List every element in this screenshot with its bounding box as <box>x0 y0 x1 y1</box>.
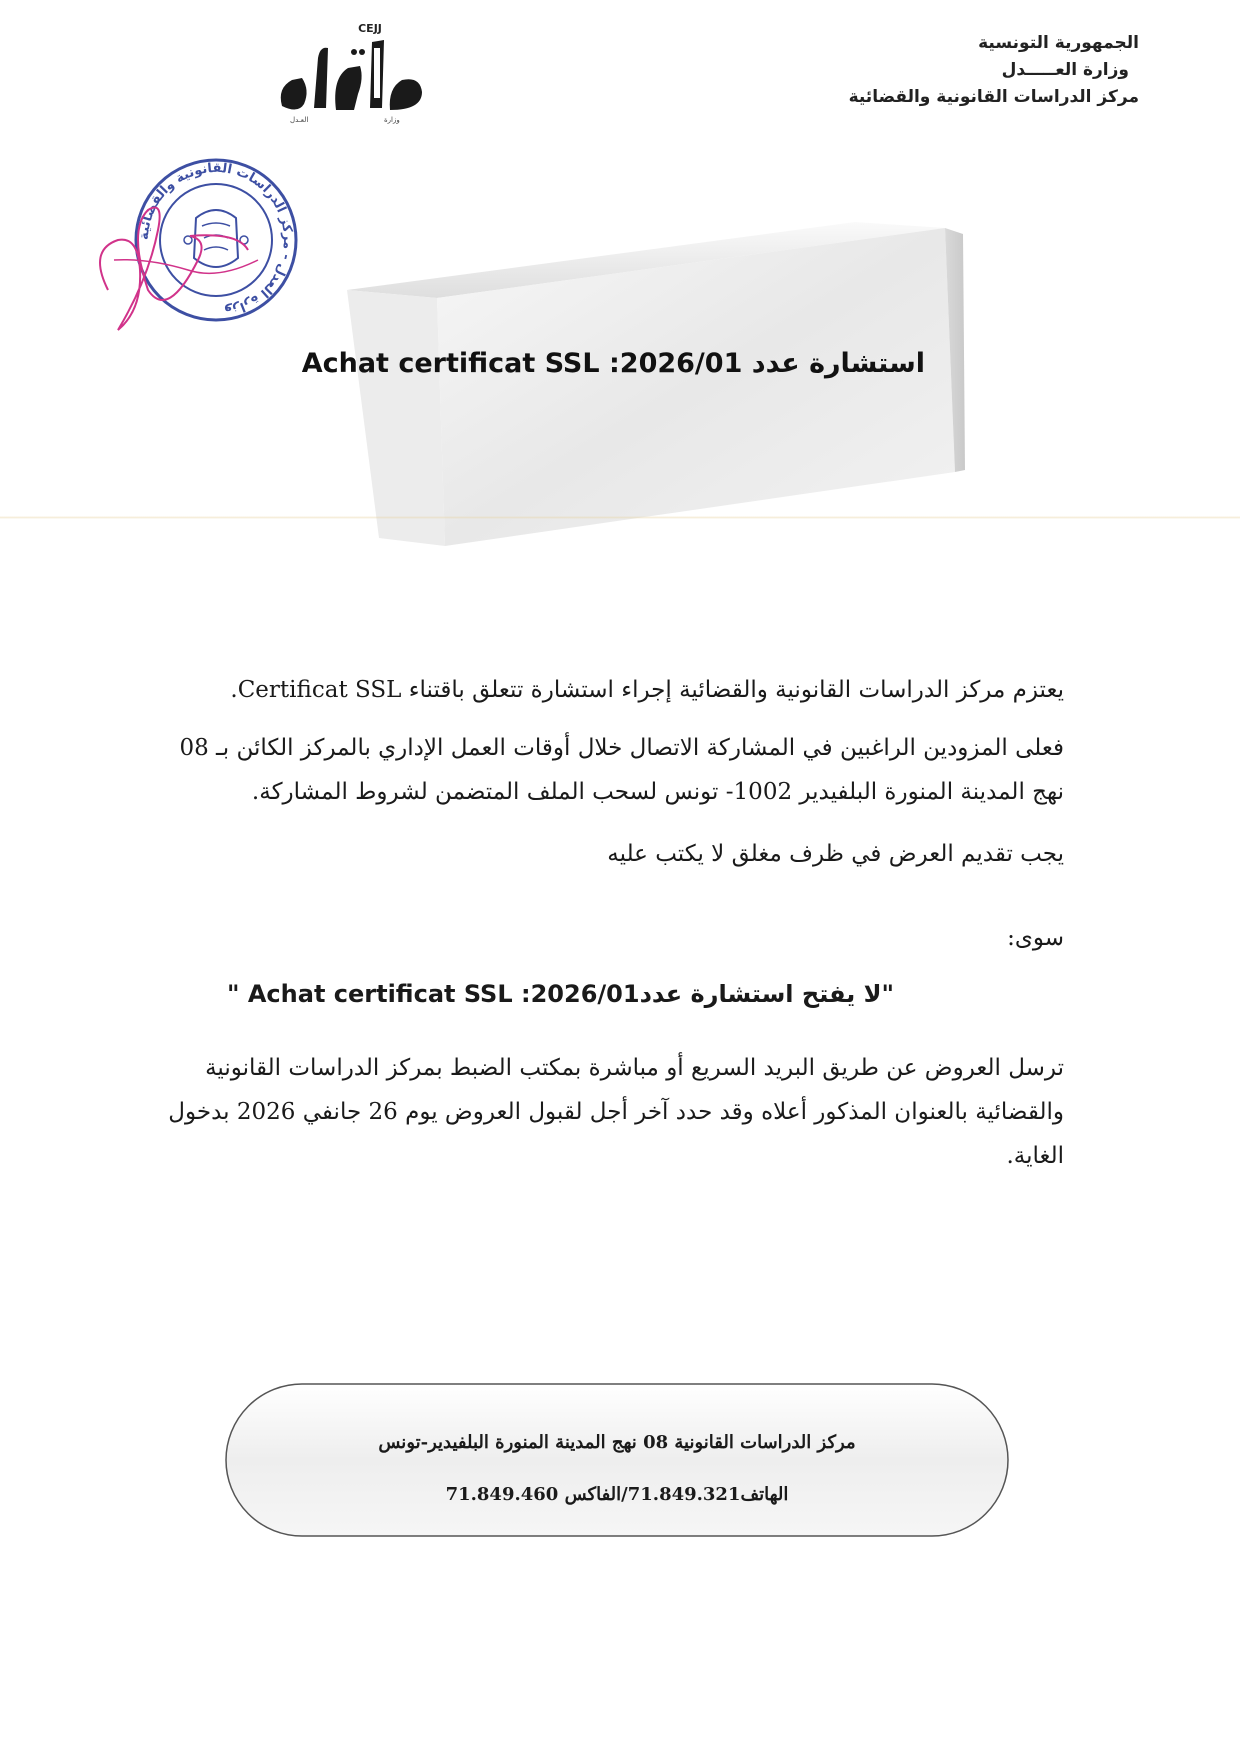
paragraph-intro: يعتزم مركز الدراسات القانونية والقضائية إجراء استشارة تتعلق باقتناء Certificat SSL. <box>230 677 1064 703</box>
envelope-mention: "لا يفتح استشارة عدد2026/01: Achat certificat SSL " <box>227 980 894 1008</box>
ministry-logo <box>262 18 442 128</box>
letterhead <box>779 30 1139 111</box>
consultation-title: استشارة عدد 2026/01: Achat certificat SSL <box>301 348 925 379</box>
paper-fold <box>0 516 1240 519</box>
svg-text:العـدل: العـدل <box>290 116 309 124</box>
logo-acronym: CEJJ <box>358 22 382 35</box>
paragraph-only: سوى: <box>1007 925 1064 951</box>
letterhead-republic: الجمهورية التونسية <box>978 33 1139 53</box>
letterhead-center: مركز الدراسات القانونية والقضائية <box>848 87 1139 107</box>
paragraph-envelope: يجب تقديم العرض في ظرف مغلق لا يكتب عليه <box>607 841 1064 867</box>
announcement-body <box>144 668 1064 1178</box>
paragraph-deadline: ترسل العروض عن طريق البريد السريع أو مباشرة بمكتب الضبط بمركز الدراسات القانونية والقضائية بالعنوان المذكور أعلاه وقد حدد آخر أجل لقبول العروض يوم 26 جانفي 2026 بدخول الغاية. <box>168 1055 1064 1169</box>
footer-address: مركز الدراسات القانونية 08 نهج المدينة المنورة البلفيدير-تونس <box>378 1432 856 1453</box>
letterhead-ministry: وزارة العـــــدل <box>1001 60 1129 80</box>
stamp-ring-text: وزارة العدل - مركز الدراسات القانونية والقضائية <box>136 160 296 319</box>
paragraph-providers: فعلى المزودين الراغبين في المشاركة الاتصال خلال أوقات العمل الإداري بالمركز الكائن بـ 08 نهج المدينة المنورة البلفيدير 1002- تونس لسحب الملف المتضمن لشروط المشاركة. <box>179 735 1064 805</box>
title-banner <box>301 220 965 550</box>
official-stamp <box>78 140 328 340</box>
svg-text:وزارة: وزارة <box>384 116 400 124</box>
footer-address-box <box>222 1380 1012 1540</box>
footer-contact: الهاتف71.849.321/الفاكس 71.849.460 <box>445 1484 789 1505</box>
